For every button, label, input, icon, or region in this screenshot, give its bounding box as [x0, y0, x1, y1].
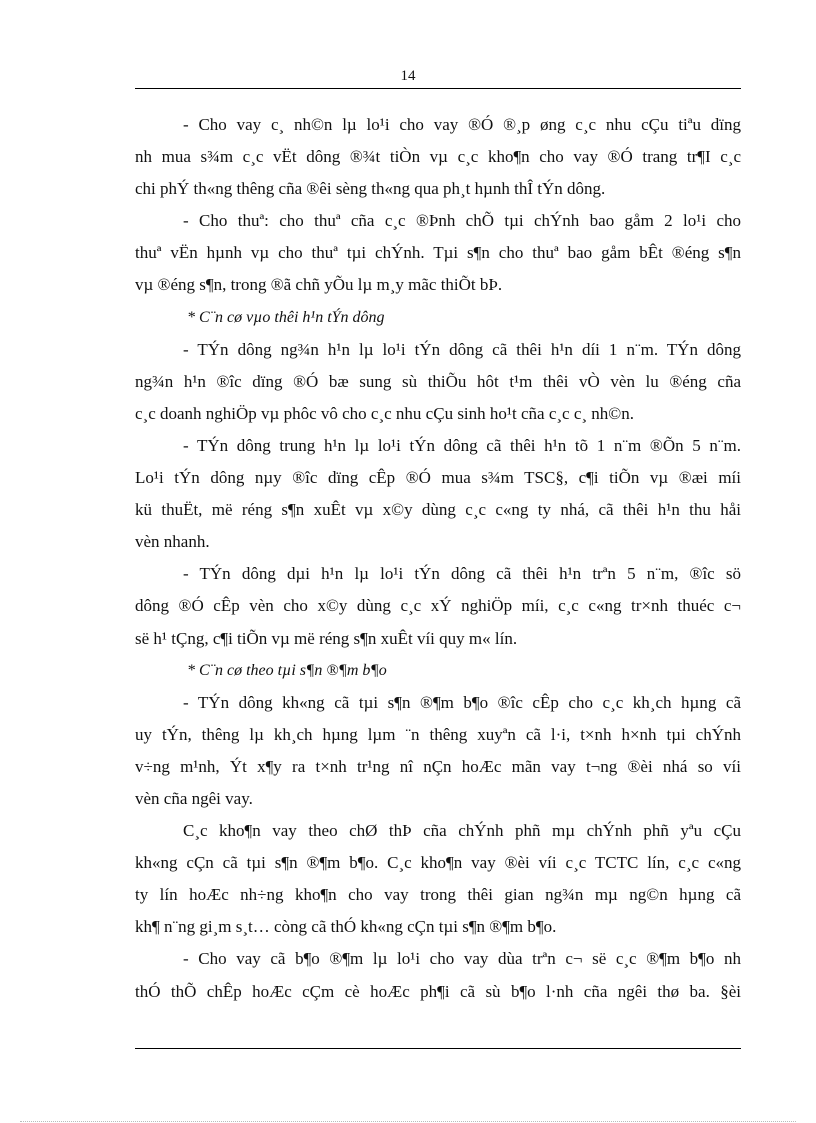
text-line: - TÝn dông ng¾n h¹n lµ lo¹i tÝn dông cã thêi h¹n díi 1 n¨m. TÝn dông: [183, 339, 741, 359]
text-line: kh¶ n¨ng gi¸m s¸t… còng cã thÓ kh«ng cÇn tµi s¶n ®¶m b¶o.: [135, 917, 557, 937]
text-line: thÓ thÕ chÊp hoÆc cÇm cè hoÆc ph¶i cã sù b¶o l·nh cña ngêi thø ba. §èi: [135, 981, 741, 1001]
text-line: vèn cña ngêi vay.: [135, 788, 253, 808]
page-number: 14: [400, 68, 416, 84]
text-line: vèn nhanh.: [135, 532, 210, 552]
text-line: - Cho thuª: cho thuª cña c¸c ®Þnh chÕ tµi chÝnh bao gåm 2 lo¹i cho: [183, 211, 741, 231]
text-line: kh«ng cÇn cã tµi s¶n ®¶m b¶o. C¸c kho¶n vay ®èi víi c¸c TCTC lín, c¸c c«ng: [135, 853, 741, 873]
text-line: c¸c doanh nghiÖp vµ phôc vô cho c¸c nhu cÇu sinh ho¹t cña c¸c c¸ nh©n.: [135, 403, 634, 423]
text-line: vµ ®éng s¶n, trong ®ã chñ yÕu lµ m¸y mãc thiÕt bÞ.: [135, 275, 503, 295]
text-line: dông ®Ó cÊp vèn cho x©y dùng c¸c xÝ nghiÖp míi, c¸c c«ng tr×nh thuéc c¬: [135, 596, 741, 616]
text-line: ty lín hoÆc nh÷ng kho¶n cho vay trong thêi gian ng¾n mµ ng©n hµng cã: [135, 885, 741, 905]
text-line: - Cho vay c¸ nh©n lµ lo¹i cho vay ®Ó ®¸p øng c¸c nhu cÇu tiªu dïng: [183, 115, 741, 134]
header-rule: [135, 88, 741, 89]
text-line: - Cho vay cã b¶o ®¶m lµ lo¹i cho vay dùa trªn c¬ së c¸c ®¶m b¶o nh: [183, 949, 741, 969]
text-line: thuª vËn hµnh vµ cho thuª tµi chÝnh. Tµi s¶n cho thuª bao gåm bÊt ®éng s¶n: [135, 243, 741, 263]
body-text: [135, 109, 741, 1008]
section-heading: * C¨n cø vµo thêi h¹n tÝn dông: [187, 308, 385, 326]
text-line: ng¾n h¹n ®îc dïng ®Ó bæ sung sù thiÕu hôt t¹m thêi vÒ vèn lu ®éng cña: [135, 371, 741, 391]
text-line: Lo¹i tÝn dông nµy ®îc dïng cÊp ®Ó mua s¾m TSC§, c¶i tiÕn vµ ®æi míi: [135, 468, 741, 488]
text-line: së h¹ tÇng, c¶i tiÕn vµ më réng s¶n xuÊt víi quy m« lín.: [135, 628, 518, 648]
section-heading: * C¨n cø theo tµi s¶n ®¶m b¶o: [187, 661, 387, 679]
footer-rule: [135, 1048, 741, 1049]
text-line: kü thuËt, më réng s¶n xuÊt vµ x©y dùng c¸c c«ng ty nhá, cã thêi h¹n thu håi: [135, 500, 741, 520]
text-line: chi phÝ th«ng thêng cña ®êi sèng th«ng qua ph¸t hµnh thÎ tÝn dông.: [135, 179, 606, 199]
text-line: C¸c kho¶n vay theo chØ thÞ cña chÝnh phñ mµ chÝnh phñ yªu cÇu: [183, 821, 741, 841]
text-line: - TÝn dông trung h¹n lµ lo¹i tÝn dông cã thêi h¹n tõ 1 n¨m ®Õn 5 n¨m.: [183, 435, 741, 455]
text-line: uy tÝn, thêng lµ kh¸ch hµng lµm ¨n thêng xuyªn cã l·i, t×nh h×nh tµi chÝnh: [135, 724, 741, 744]
text-line: - TÝn dông kh«ng cã tµi s¶n ®¶m b¶o ®îc cÊp cho c¸c kh¸ch hµng cã: [183, 692, 741, 712]
text-line: v÷ng m¹nh, Ýt x¶y ra t×nh tr¹ng nî nÇn hoÆc mãn vay t¬ng ®èi nhá so víi: [135, 756, 741, 776]
text-line: nh mua s¾m c¸c vËt dông ®¾t tiÒn vµ c¸c kho¶n cho vay ®Ó trang tr¶I c¸c: [135, 147, 741, 167]
text-line: - TÝn dông dµi h¹n lµ lo¹i tÝn dông cã thêi h¹n trªn 5 n¨m, ®îc sö: [183, 564, 741, 584]
page-edge-dotted-line: [20, 1121, 796, 1122]
